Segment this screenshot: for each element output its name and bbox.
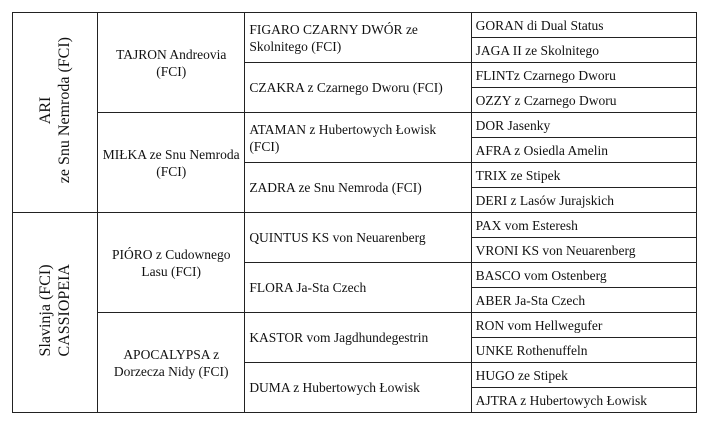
ancestor-gen4: OZZY z Czarnego Dworu [471, 88, 696, 113]
maternal-grandsire: PIÓRO z Cudownego Lasu (FCI) [98, 213, 245, 313]
ancestor-gen4: JAGA II ze Skolnitego [471, 38, 696, 63]
ancestor-gen4: GORAN di Dual Status [471, 13, 696, 38]
sire-cell [13, 13, 98, 213]
ancestor-gen3: FIGARO CZARNY DWÓR ze Skolnitego (FCI) [245, 13, 471, 63]
dam-cell [13, 213, 98, 413]
ancestor-gen3: QUINTUS KS von Neuarenberg [245, 213, 471, 263]
ancestor-gen3: FLORA Ja-Sta Czech [245, 263, 471, 313]
paternal-granddam: MIŁKA ze Snu Nemroda (FCI) [98, 113, 245, 213]
maternal-granddam: APOCALYPSA z Dorzecza Nidy (FCI) [98, 313, 245, 413]
dam-name [36, 264, 74, 356]
ancestor-gen4: UNKE Rothenuffeln [471, 338, 696, 363]
ancestor-gen3: CZAKRA z Czarnego Dworu (FCI) [245, 63, 471, 113]
table-row [13, 13, 697, 38]
ancestor-gen4: AJTRA z Hubertowych Łowisk [471, 388, 696, 413]
sire-name-line2: ze Snu Nemroda (FCI) [56, 37, 74, 184]
table-row [13, 313, 697, 338]
ancestor-gen4: TRIX ze Stipek [471, 163, 696, 188]
ancestor-gen4: DOR Jasenky [471, 113, 696, 138]
ancestor-gen3: DUMA z Hubertowych Łowisk [245, 363, 471, 413]
sire-name-line1: ARI [37, 96, 55, 125]
ancestor-gen3: ATAMAN z Hubertowych Łowisk (FCI) [245, 113, 471, 163]
ancestor-gen4: BASCO vom Ostenberg [471, 263, 696, 288]
table-row [13, 113, 697, 138]
ancestor-gen4: RON vom Hellwegufer [471, 313, 696, 338]
paternal-grandsire: TAJRON Andreovia (FCI) [98, 13, 245, 113]
ancestor-gen4: VRONI KS von Neuarenberg [471, 238, 696, 263]
table-row [13, 213, 697, 238]
ancestor-gen4: DERI z Lasów Jurajskich [471, 188, 696, 213]
pedigree-table [12, 12, 697, 413]
ancestor-gen4: PAX vom Esteresh [471, 213, 696, 238]
dam-name-line1: Slavinja (FCI) [37, 264, 55, 357]
ancestor-gen4: AFRA z Osiedla Amelin [471, 138, 696, 163]
ancestor-gen4: HUGO ze Stipek [471, 363, 696, 388]
ancestor-gen3: ZADRA ze Snu Nemroda (FCI) [245, 163, 471, 213]
ancestor-gen4: ABER Ja-Sta Czech [471, 288, 696, 313]
ancestor-gen4: FLINTz Czarnego Dworu [471, 63, 696, 88]
ancestor-gen3: KASTOR vom Jagdhundegestrin [245, 313, 471, 363]
dam-name-line2: CASSIOPEIA [56, 264, 74, 357]
sire-name [36, 37, 74, 183]
